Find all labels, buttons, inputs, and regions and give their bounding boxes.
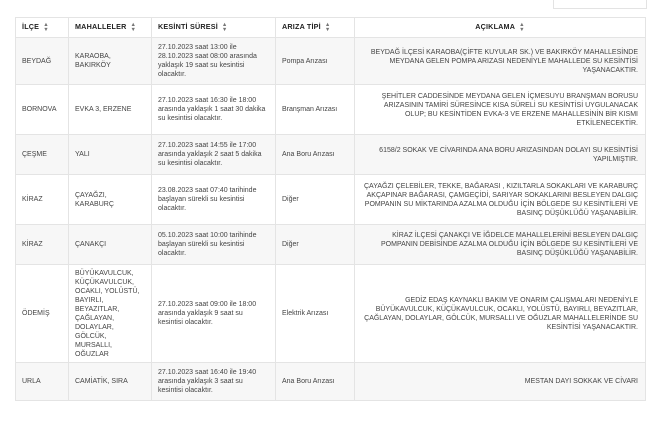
cell-kesinti-suresi: 27.10.2023 saat 14:55 ile 17:00 arasında yaklaşık 2 saat 5 dakika su kesintisi olacaktır. bbox=[152, 135, 276, 175]
cell-mahalleler: CAMİATİK, SIRA bbox=[69, 363, 152, 401]
cell-kesinti-suresi: 27.10.2023 saat 16:30 ile 18:00 arasında yaklaşık 1 saat 30 dakika su kesintisi olacaktır. bbox=[152, 85, 276, 135]
cell-aciklama: GEDİZ EDAŞ KAYNAKLI BAKIM VE ONARIM ÇALIŞMALARI NEDENİYLE BÜYÜKAVULCUK, KÜÇÜKAVULCUK, OCAKLI, YOLÜSTÜ, BAYIRLI, BEYAZITLAR, ÇAĞLAYAN, DOLAYLAR, GÖLCÜK, MURSALLI VE OĞUZLAR MAHALLELERİNDE SU KESİNTİSİ YAŞANACAKTIR. bbox=[355, 265, 646, 363]
cell-mahalleler: KARAOBA, BAKIRKÖY bbox=[69, 38, 152, 85]
cell-ilce: URLA bbox=[16, 363, 69, 401]
cell-ilce: BORNOVA bbox=[16, 85, 69, 135]
column-header-label: KESİNTİ SÜRESİ bbox=[158, 22, 218, 32]
cell-mahalleler: BÜYÜKAVULCUK, KÜÇÜKAVULCUK, OCAKLI, YOLÜSTÜ, BAYIRLI, BEYAZITLAR, ÇAĞLAYAN, DOLAYLAR, GÖLCÜK, MURSALLI, OĞUZLAR bbox=[69, 265, 152, 363]
column-header-label: ARIZA TİPİ bbox=[282, 22, 321, 32]
cell-kesinti-suresi: 05.10.2023 saat 10:00 tarihinde başlayan sürekli su kesintisi olacaktır. bbox=[152, 225, 276, 265]
column-header-ariza-tipi[interactable] bbox=[276, 18, 355, 38]
table-row bbox=[16, 363, 646, 401]
cell-ilce: ÖDEMİŞ bbox=[16, 265, 69, 363]
table-header-row bbox=[16, 18, 646, 38]
cell-aciklama: MESTAN DAYI SOKKAK VE CİVARI bbox=[355, 363, 646, 401]
cell-ilce: KİRAZ bbox=[16, 175, 69, 225]
cell-ariza-tipi: Diğer bbox=[276, 225, 355, 265]
cell-aciklama: ŞEHİTLER CADDESİNDE MEYDANA GELEN İÇMESUYU BRANŞMAN BORUSU ARIZASININ TAMİRİ SÜRESİNCE KISA SÜRELİ SU KESİNTİSİ UYGULANACAK OLUP; BU KESİNTİDEN EVKA-3 VE ERZENE MAHALLESİNİN BİR KISMI ETKİLENECEKTİR. bbox=[355, 85, 646, 135]
sort-icon[interactable]: ▲ ▼ bbox=[519, 21, 525, 33]
table-row bbox=[16, 175, 646, 225]
column-header-mahalleler[interactable] bbox=[69, 18, 152, 38]
table-row bbox=[16, 38, 646, 85]
column-header-label: MAHALLELER bbox=[75, 22, 127, 32]
cell-aciklama: KİRAZ İLÇESİ ÇANAKÇI VE İĞDELCE MAHALLELERİNİ BESLEYEN DALGIÇ POMPANIN DEBİSİNDE AZALMA OLDUĞU İÇİN BÖLGEDE SU KESİNTİLERİ VE BASINÇ DÜŞÜKLÜĞÜ YAŞANABİLİR. bbox=[355, 225, 646, 265]
cell-ariza-tipi: Branşman Arızası bbox=[276, 85, 355, 135]
table-row bbox=[16, 85, 646, 135]
cell-mahalleler: YALI bbox=[69, 135, 152, 175]
cell-mahalleler: EVKA 3, ERZENE bbox=[69, 85, 152, 135]
cell-ariza-tipi: Diğer bbox=[276, 175, 355, 225]
sort-icon[interactable]: ▲ ▼ bbox=[324, 21, 331, 33]
water-outage-table bbox=[15, 17, 646, 401]
table-row bbox=[16, 265, 646, 363]
cell-mahalleler: ÇANAKÇI bbox=[69, 225, 152, 265]
column-header-aciklama[interactable] bbox=[355, 18, 646, 38]
cell-ariza-tipi: Ana Boru Arızası bbox=[276, 363, 355, 401]
cell-kesinti-suresi: 23.08.2023 saat 07:40 tarihinde başlayan sürekli su kesintisi olacaktır. bbox=[152, 175, 276, 225]
cell-ilce: BEYDAĞ bbox=[16, 38, 69, 85]
cell-ilce: KİRAZ bbox=[16, 225, 69, 265]
cell-kesinti-suresi: 27.10.2023 saat 09:00 ile 18:00 arasında yaklaşık 9 saat su kesintisi olacaktır. bbox=[152, 265, 276, 363]
cell-aciklama: BEYDAĞ İLÇESİ KARAOBA(ÇİFTE KUYULAR SK.) VE BAKIRKÖY MAHALLESİNDE MEYDANA GELEN POMPA ARIZASI NEDENİYLE MAHALLEDE SU KESİNTİSİ YAŞANACAKTIR. bbox=[355, 38, 646, 85]
cell-aciklama: 6158/2 SOKAK VE CİVARINDA ANA BORU ARIZASINDAN DOLAYI SU KESİNTİSİ YAPILMIŞTIR. bbox=[355, 135, 646, 175]
sort-icon[interactable]: ▲ ▼ bbox=[130, 21, 137, 33]
table-row bbox=[16, 135, 646, 175]
cell-kesinti-suresi: 27.10.2023 saat 13:00 ile 28.10.2023 saat 08:00 arasında yaklaşık 19 saat su kesintisi olacaktır. bbox=[152, 38, 276, 85]
column-header-label: AÇIKLAMA bbox=[475, 22, 516, 32]
column-header-kesinti-suresi[interactable] bbox=[152, 18, 276, 38]
table-row bbox=[16, 225, 646, 265]
cell-ilce: ÇEŞME bbox=[16, 135, 69, 175]
sort-icon[interactable]: ▲ ▼ bbox=[43, 21, 49, 33]
cell-ariza-tipi: Ana Boru Arızası bbox=[276, 135, 355, 175]
cell-kesinti-suresi: 27.10.2023 saat 16:40 ile 19:40 arasında yaklaşık 3 saat su kesintisi olacaktır. bbox=[152, 363, 276, 401]
cell-mahalleler: ÇAYAĞZI, KARABURÇ bbox=[69, 175, 152, 225]
column-header-ilce[interactable] bbox=[16, 18, 69, 38]
column-header-label: İLÇE bbox=[22, 22, 40, 32]
table-search-input[interactable] bbox=[553, 0, 647, 9]
cell-ariza-tipi: Elektrik Arızası bbox=[276, 265, 355, 363]
sort-icon[interactable]: ▲ ▼ bbox=[221, 21, 228, 33]
cell-aciklama: ÇAYAĞZI ÇELEBİLER, TEKKE, BAĞARASI , KIZILTARLA SOKAKLARI VE KARABURÇ AKÇAPINAR BAĞARASI, ÇAMGEÇİDİ, SARIYAR SOKAKLARINI BESLEYEN DALGIÇ POMPANIN SU MİKTARINDA AZALMA OLDUĞU İÇİN BÖLGEDE SU KESİNTİLERİ VE BASINÇ DÜŞÜKLÜĞÜ YAŞANABİLİR. bbox=[355, 175, 646, 225]
cell-ariza-tipi: Pompa Arızası bbox=[276, 38, 355, 85]
